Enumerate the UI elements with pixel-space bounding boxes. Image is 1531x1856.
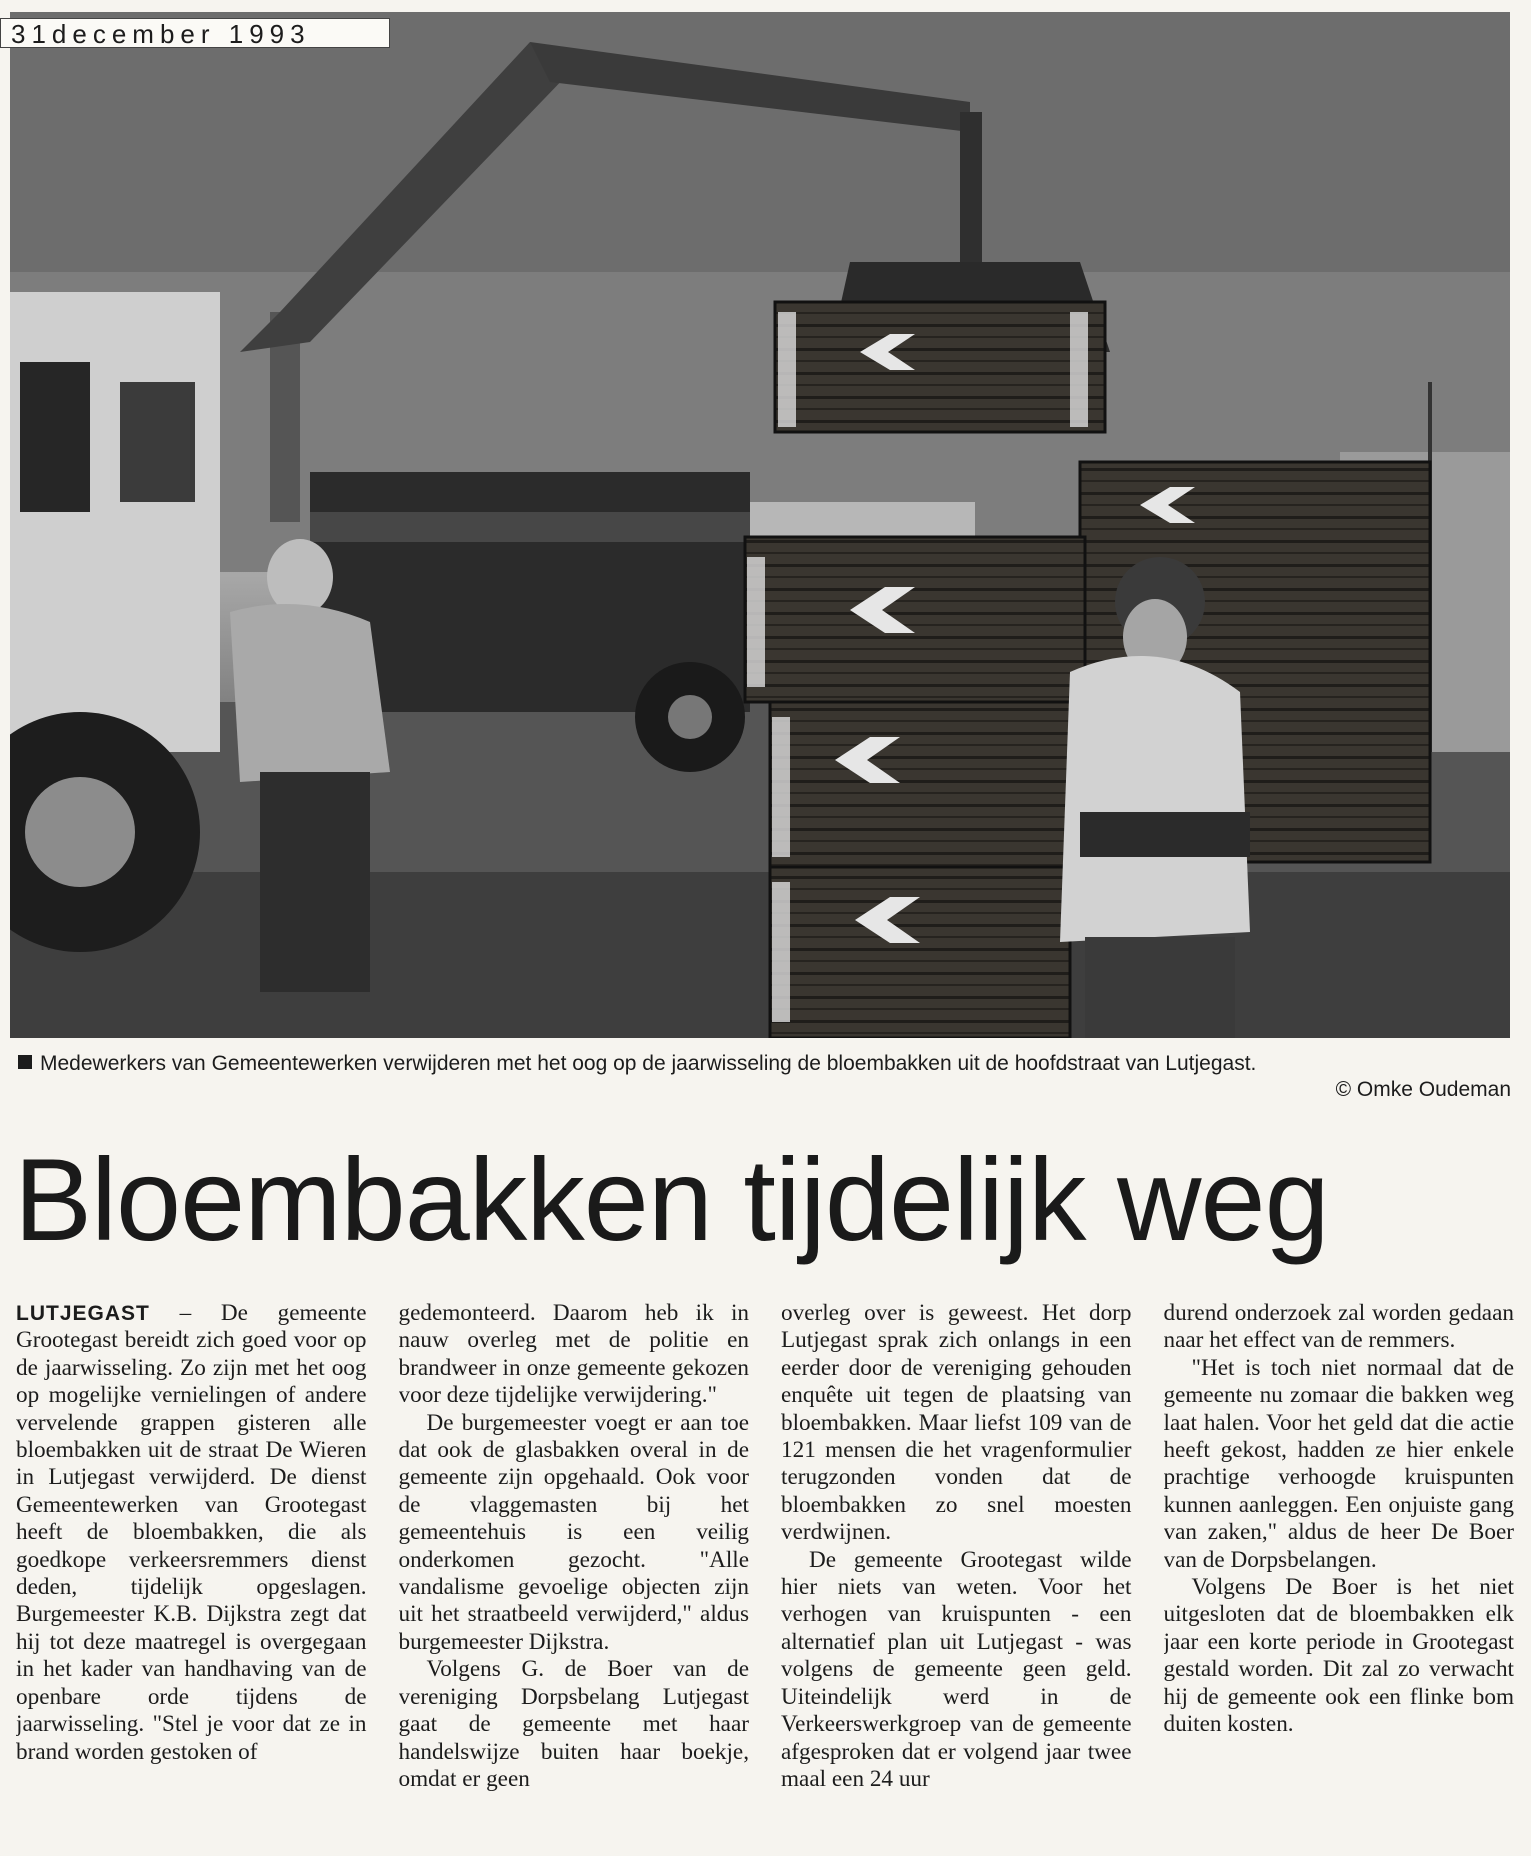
article-paragraph: De gemeente Grootegast wilde hier niets van weten. Voor het verhogen van kruispunten - een alternatief plan uit Lutjegast - was volgens de gemeente geen geld. Uiteindelijk werd in de Verkeerswerkgroep van de gemeente afgesproken dat er volgend jaar twee maal een 24 uur [781,1546,1132,1792]
article-body [16,1300,1514,1845]
article-paragraph: "Het is toch niet normaal dat de gemeente nu zomaar die bakken weg laat halen. Voor het geld dat die actie heeft gekost, hadden ze hier enkele prachtige verhoogde kruispunten kunnen aanleggen. Een onjuiste gang van zaken," aldus de heer De Boer van de Dorpsbelangen. [1163,1354,1514,1573]
article-paragraph: Volgens G. de Boer van de vereniging Dorpsbelang Lutjegast gaat de gemeente met haar handelswijze buiten haar boekje, omdat er geen [398,1656,749,1792]
article-column-4 [1164,1300,1515,1845]
news-photo [10,12,1510,1038]
publication-date: 31december 1993 [0,18,390,48]
caption-bullet-icon [18,1055,32,1069]
crane-truck-photo [10,12,1510,1038]
headline: Bloembakken tijdelijk weg [14,1134,1329,1265]
article-column-1 [16,1300,367,1845]
dateline: LUTJEGAST [16,1302,150,1325]
photo-credit: © Omke Oudeman [1335,1078,1511,1101]
article-paragraph: durend onderzoek zal worden gedaan naar het effect van de remmers. [1163,1300,1514,1354]
article-column-2 [399,1300,750,1845]
article-paragraph: De burgemeester voegt er aan toe dat ook de glasbakken overal in de gemeente zijn opgehaald. Ook voor de vlaggemasten bij het gemeentehuis is een veilig onderkomen gezocht. "Alle vandalisme gevoelige objecten zijn uit het straatbeeld verwijderd," aldus burgemeester Dijkstra. [398,1409,749,1655]
caption-text: Medewerkers van Gemeentewerken verwijderen met het oog op de jaarwisseling de bloembakken uit de hoofdstraat van Lutjegast. [40,1052,1257,1075]
article-column-3 [781,1300,1132,1845]
photo-caption [18,1050,1508,1078]
article-paragraph: Volgens De Boer is het niet uitgesloten dat de bloembakken elk jaar een korte periode in Grootegast gestald worden. Dit zal zo verwacht hij de gemeente ook een flinke bom duiten kosten. [1163,1574,1514,1738]
article-paragraph: LUTJEGAST – De gemeente Grootegast bereidt zich goed voor op de jaarwisseling. Zo zijn met het oog op mogelijke vernielingen of andere vervelende grappen gisteren alle bloembakken uit de straat De Wieren in Lutjegast verwijderd. De dienst Gemeentewerken van Grootegast heeft de bloembakken, die als goedkope verkeersremmers dienst deden, tijdelijk opgeslagen. Burgemeester K.B. Dijkstra zegt dat hij tot deze maatregel is overgegaan in het kader van handhaving van de openbare orde tijdens de jaarwisseling. "Stel je voor dat ze in brand worden gestoken of [16,1300,367,1765]
article-paragraph: overleg over is geweest. Het dorp Lutjegast sprak zich onlangs in een eerder door de vereniging gehouden enquête uit tegen de plaatsing van bloembakken. Maar liefst 109 van de 121 mensen die het vragenformulier terugzonden vonden dat de bloembakken zo snel moesten verdwijnen. [781,1300,1132,1546]
article-paragraph: gedemonteerd. Daarom heb ik in nauw overleg met de politie en brandweer in onze gemeente gekozen voor deze tijdelijke verwijdering." [398,1300,749,1409]
